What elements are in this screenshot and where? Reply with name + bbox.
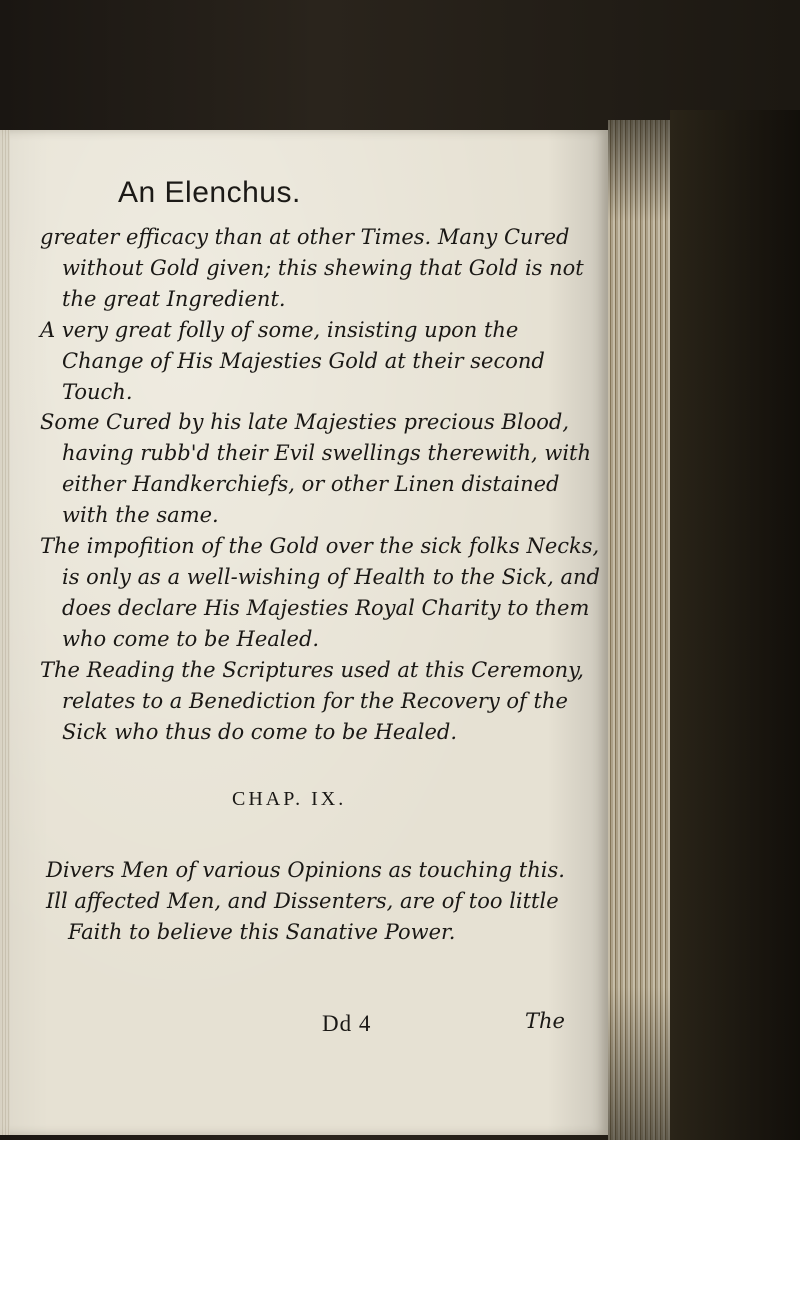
catchword: The xyxy=(525,1009,565,1033)
chapter-heading: CHAP. IX. xyxy=(232,788,347,810)
chapter-contents-list xyxy=(46,855,602,948)
page-gutter xyxy=(0,130,10,1135)
signature-mark: Dd 4 xyxy=(322,1011,372,1036)
book-cover-edge xyxy=(670,110,800,1140)
contents-entry: Divers Men of various Opinions as touching this. xyxy=(46,858,565,882)
contents-entry: greater efficacy than at other Times. Many Cured without Gold given; this shewing that Gold is not the great Ingredient. xyxy=(40,225,584,311)
contents-entry: Ill affected Men, and Dissenters, are of too little Faith to believe this Sanative Power. xyxy=(46,888,559,944)
contents-entry: The impofition of the Gold over the sick folks Necks, is only as a well-wishing of Health to the Sick, and does declare His Majesties Royal Charity to them who come to be Healed. xyxy=(40,534,601,651)
fore-edge-shadow xyxy=(608,120,670,1140)
contents-entry: The Reading the Scriptures used at this Ceremony, relates to a Benediction for the Recovery of the Sick who thus do come to be Healed. xyxy=(40,657,584,744)
contents-entry: Some Cured by his late Majesties precious Blood, having rubb'd their Evil swellings therewith, with either Handkerchiefs, or other Linen distained with the same. xyxy=(40,410,591,528)
contents-entry: A very great folly of some, insisting upon the Change of His Majesties Gold at their second Touch. xyxy=(40,317,545,404)
running-head: An Elenchus. xyxy=(118,176,301,209)
contents-list xyxy=(40,222,600,747)
